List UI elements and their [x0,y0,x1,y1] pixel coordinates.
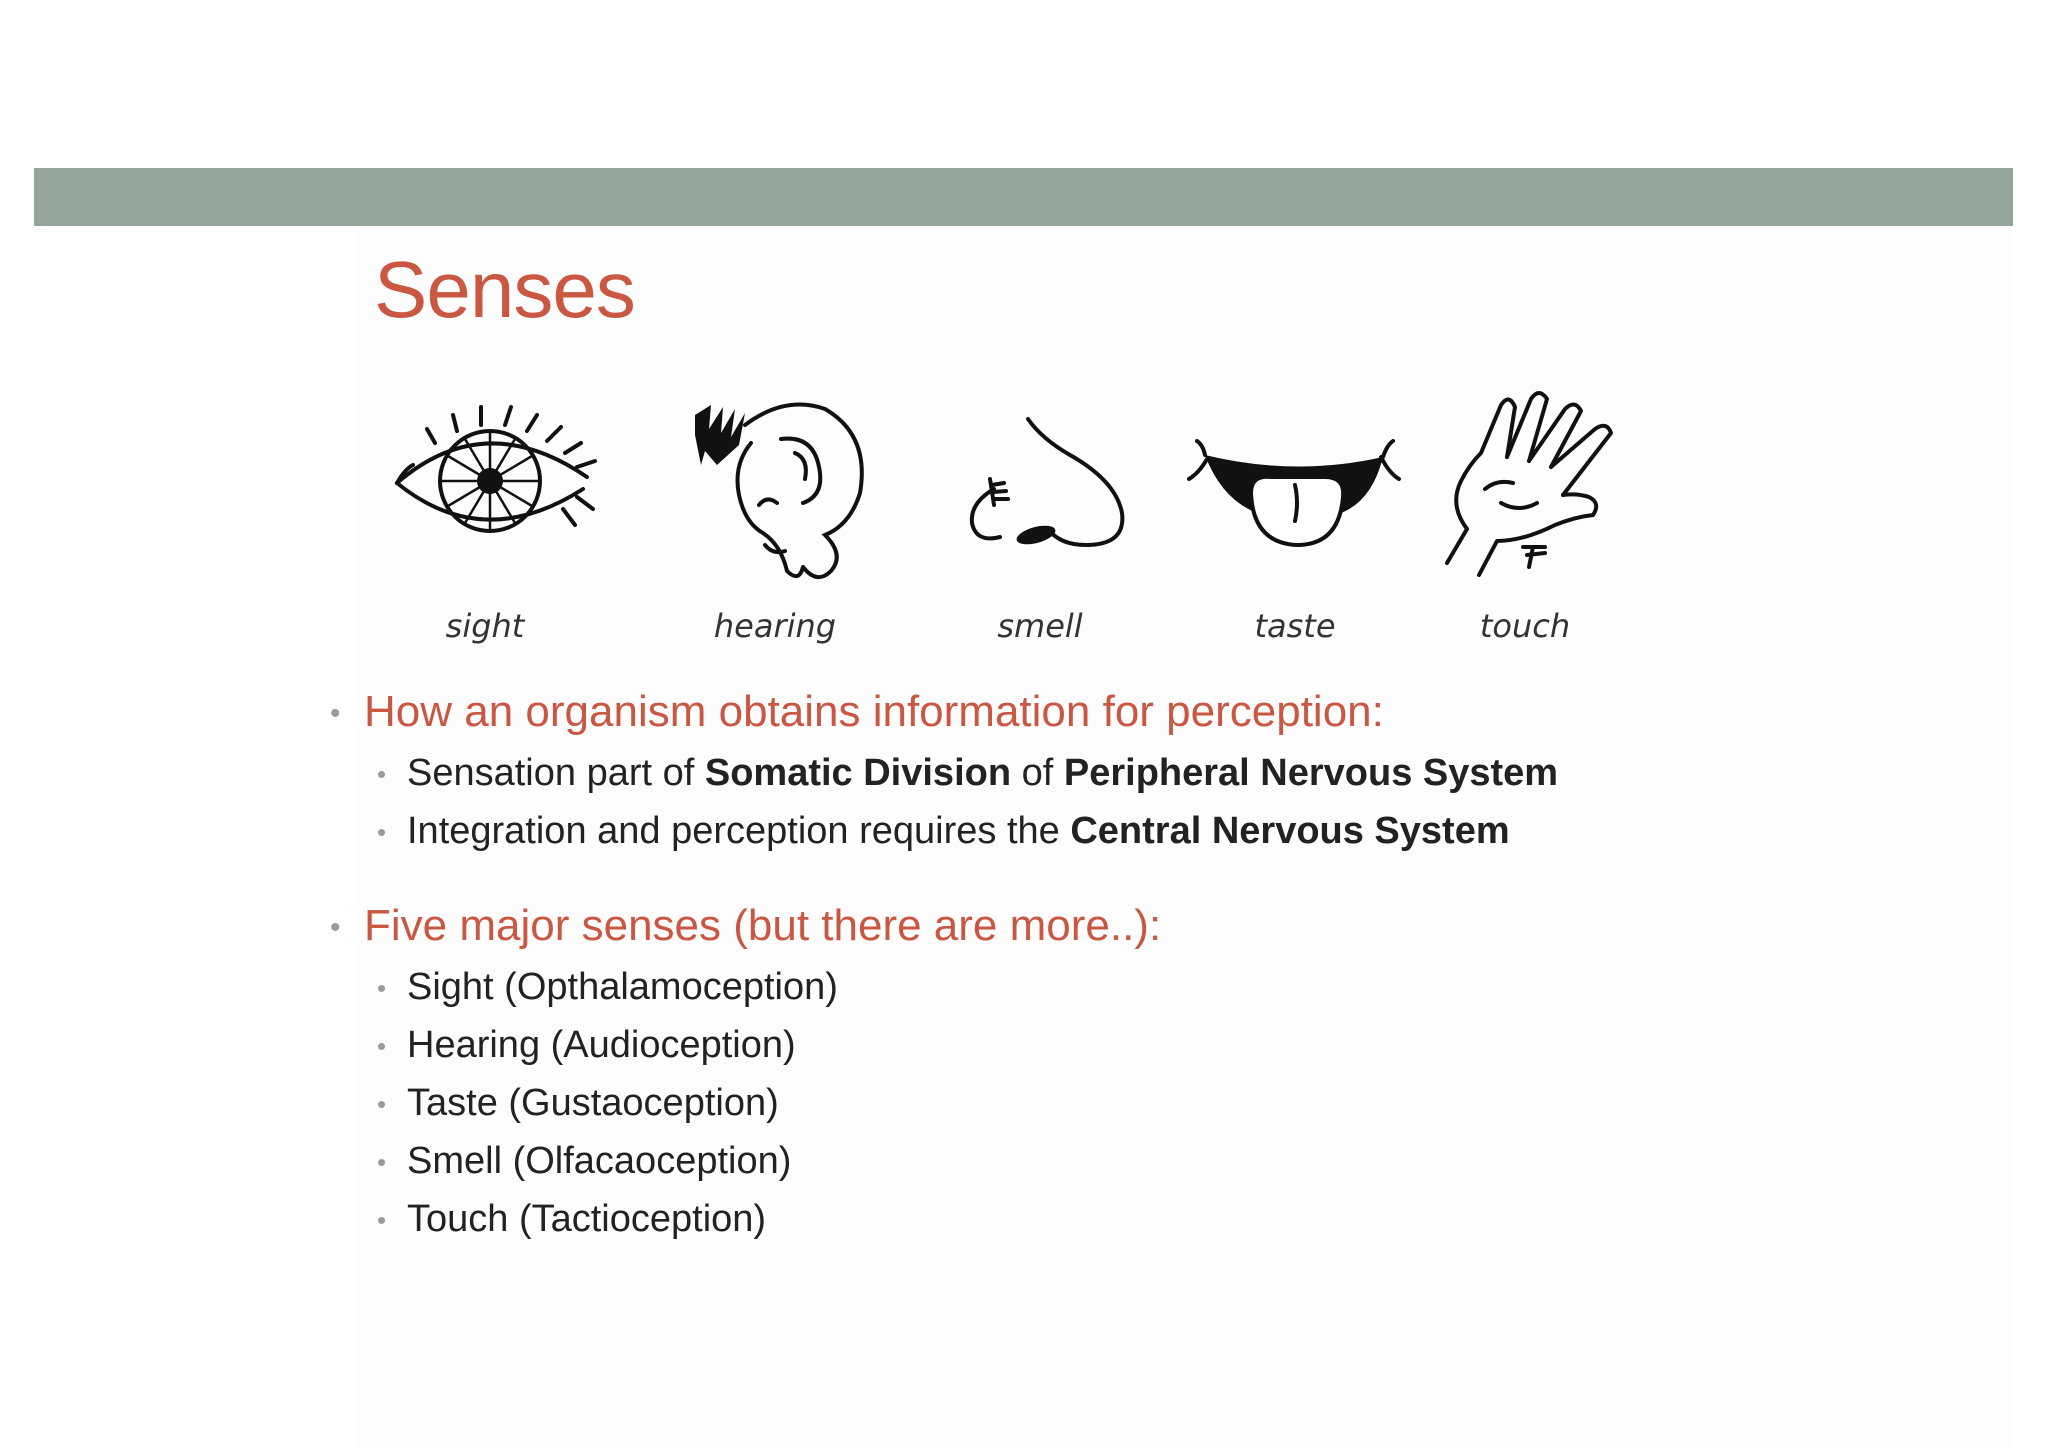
bullet-how-organism: • How an organism obtains information for perception: [330,680,1730,744]
sense-label: taste [1254,607,1336,645]
sense-smell [920,385,1160,655]
sense-touch [1405,385,1645,655]
sense-label: hearing [713,607,837,645]
list-item: • Touch (Tactioception) [377,1190,1730,1248]
sub-bullet-sensation: • Sensation part of Somatic Division of Peripheral Nervous System [377,744,1730,802]
sense-hearing [655,385,895,655]
list-item: • Smell (Olfacaoception) [377,1132,1730,1190]
sense-taste [1175,385,1415,655]
sense-sight [365,385,605,655]
hand-icon [1405,385,1645,585]
header-band [34,168,2013,226]
eye-icon [365,385,605,585]
nose-icon [920,385,1160,585]
sense-label: touch [1479,607,1571,645]
sense-label: smell [997,607,1083,645]
sense-label: sight [445,607,525,645]
list-item: • Taste (Gustaoception) [377,1074,1730,1132]
list-item: • Sight (Opthalamoception) [377,958,1730,1016]
slide-title: Senses [374,245,635,334]
bullet-list [330,680,1730,1248]
sub-bullet-integration: • Integration and perception requires the Central Nervous System [377,802,1730,860]
ear-icon [655,385,895,585]
bullet-five-senses: • Five major senses (but there are more..): [330,894,1730,958]
mouth-icon [1175,385,1415,585]
list-item: • Hearing (Audioception) [377,1016,1730,1074]
